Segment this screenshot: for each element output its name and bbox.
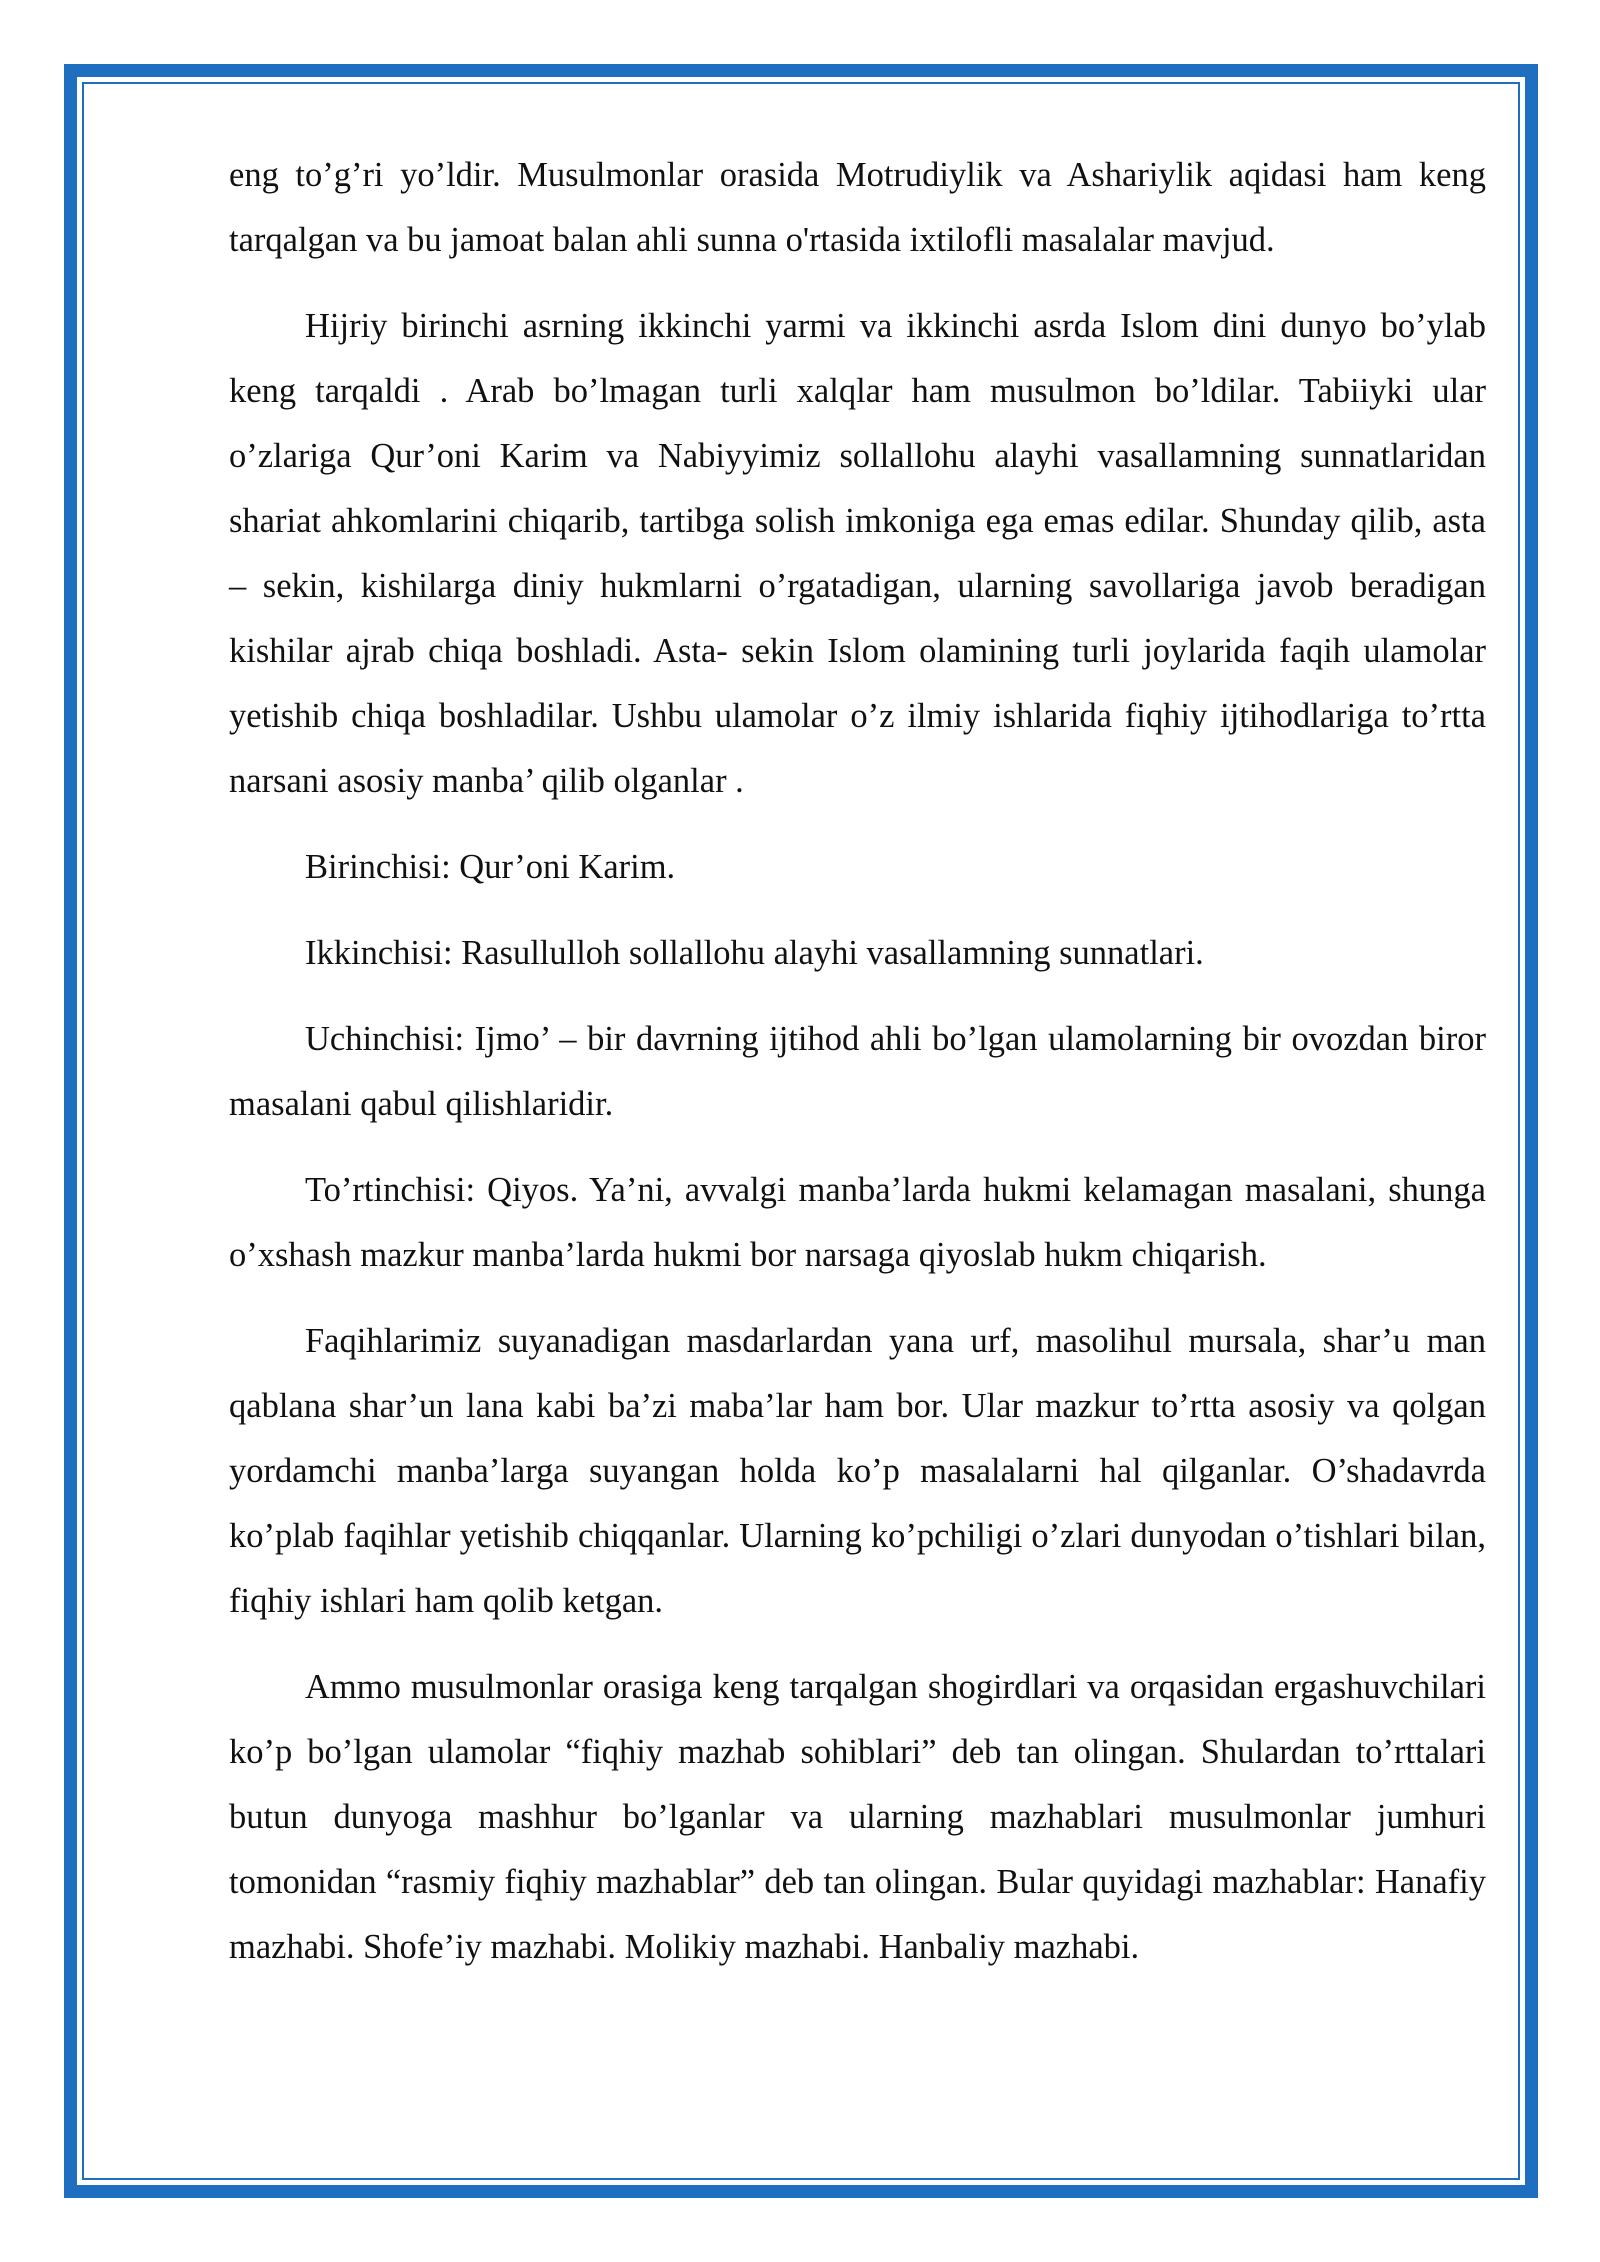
paragraph-additional-sources: Faqihlarimiz suyanadigan masdarlardan yana urf, masolihul mursala, shar’u man qablana shar’un lana kabi ba’zi maba’lar ham bor. Ular mazkur to’rtta asosiy va qolgan yordamchi manba’larga suyangan holda ko’p masalalarni hal qilganlar. O’shadavrda ko’plab faqihlar yetishib chiqqanlar. Ularning ko’pchiligi o’zlari dunyodan o’tishlari bilan, fiqhiy ishlari ham qolib ketgan. [229,1322,1486,1620]
paragraph-spread-of-islam: Hijriy birinchi asrning ikkinchi yarmi va ikkinchi asrda Islom dini dunyo bo’ylab keng tarqaldi . Arab bo’lmagan turli xalqlar ham musulmon bo’ldilar. Tabiiyki ular o’zlariga Qur’oni Karim va Nabiyyimiz sollallohu alayhi vasallamning sunnatlaridan shariat ahkomlarini chiqarib, tartibga solish imkoniga ega emas edilar. Shunday qilib, asta – sekin, kishilarga diniy hukmlarni o’rgatadigan, ularning savollariga javob beradigan kishilar ajrab chiqa boshladi. Asta- sekin Islom olamining turli joylarida faqih ulamolar yetishib chiqa boshladilar. Ushbu ulamolar o’z ilmiy ishlarida fiqhiy ijtihodlariga to’rtta narsani asosiy manba’ qilib olganlar . [229,307,1486,800]
paragraph-source-third: Uchinchisi: Ijmo’ – bir davrning ijtihod ahli bo’lgan ulamolarning bir ovozdan biror masalani qabul qilishlaridir. [229,1020,1486,1123]
paragraph-four-madhhabs: Ammo musulmonlar orasiga keng tarqalgan shogirdlari va orqasidan ergashuvchilari ko’p bo’lgan ulamolar “fiqhiy mazhab sohiblari” deb tan olingan. Shulardan to’rttalari butun dunyoga mashhur bo’lganlar va ularning mazhablari musulmonlar jumhuri tomonidan “rasmiy fiqhiy mazhablar” deb tan olingan. Bular quyidagi mazhablar: Hanafiy mazhabi. Shofe’iy mazhabi. Molikiy mazhabi. Hanbaliy mazhabi. [229,1668,1486,1966]
paragraph-continuation: eng to’g’ri yo’ldir. Musulmonlar orasida Motrudiylik va Ashariylik aqidasi ham keng tarqalgan va bu jamoat balan ahli sunna o'rtasida ixtilofli masalalar mavjud. [229,156,1486,259]
document-body [229,143,1486,2001]
paragraph-source-first: Birinchisi: Qur’oni Karim. [305,848,676,886]
paragraph-source-fourth: To’rtinchisi: Qiyos. Ya’ni, avvalgi manba’larda hukmi kelamagan masalani, shunga o’xshash mazkur manba’larda hukmi bor narsaga qiyoslab hukm chiqarish. [229,1171,1486,1274]
paragraph-source-second: Ikkinchisi: Rasullulloh sollallohu alayhi vasallamning sunnatlari. [305,934,1204,972]
